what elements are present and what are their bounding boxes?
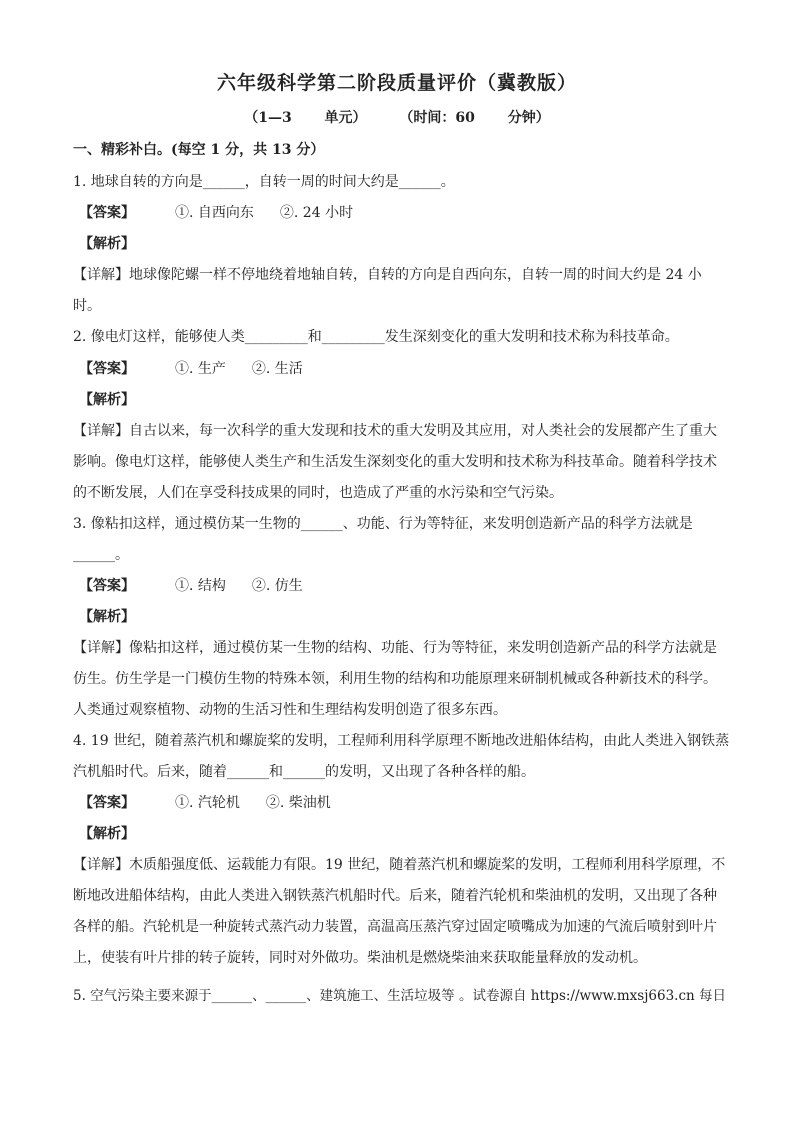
- detail-label: 【详解】: [73, 857, 129, 873]
- question-4-detail-line: 断地改进船体结构，由此人类进入钢铁蒸汽机船时代。后来，随着汽轮机和柴油机的发明，又出现了各种: [73, 888, 717, 904]
- question-1-detail-line: 【详解】地球像陀螺一样不停地绕着地轴自转，自转的方向是自西向东，自转一周的时间大约是 24 小: [73, 267, 702, 283]
- question-2-detail-line: 影响。像电灯这样，能够使人类生产和生活发生深刻变化的重大发明和技术称为科技革命。随着科学技术: [73, 454, 717, 470]
- answer-1: ①. 结构: [175, 578, 226, 594]
- detail-label: 【详解】: [73, 423, 129, 439]
- question-4-detail-line: 各样的船。汽轮机是一种旋转式蒸汽动力装置，高温高压蒸汽穿过固定喷嘴成为加速的气流后喷射到叶片: [73, 919, 717, 935]
- question-3-text: ______。: [73, 547, 129, 563]
- question-4-answer: [73, 793, 733, 813]
- analysis-label: 【解析】: [79, 609, 135, 625]
- question-4-detail-line: 【详解】木质船强度低、运载能力有限。19 世纪，随着蒸汽机和螺旋桨的发明，工程师利用科学原理，不: [73, 857, 726, 873]
- question-3-detail-line: 【详解】像粘扣这样，通过模仿某一生物的结构、功能、行为等特征，来发明创造新产品的科学方法就是: [73, 640, 717, 656]
- analysis-label: 【解析】: [79, 392, 135, 408]
- question-3-detail-line: 人类通过观察植物、动物的生活习性和生理结构发明创造了很多东西。: [73, 702, 507, 718]
- answer-1: ①. 汽轮机: [175, 795, 240, 811]
- answer-label: 【答案】: [79, 205, 135, 221]
- answer-2: ②. 柴油机: [265, 795, 331, 811]
- question-4-text: 汽机船时代。后来，随着______和______的发明，又出现了各种各样的船。: [73, 764, 535, 780]
- question-3-detail-line: 仿生。仿生学是一门模仿生物的特殊本领，利用生物的结构和功能原理来研制机械或各种新技术的科学。: [73, 671, 717, 687]
- answer-label: 【答案】: [79, 578, 135, 594]
- answer-1: ①. 生产: [175, 361, 226, 377]
- question-2-detail-line: 的不断发展，人们在享受科技成果的同时，也造成了严重的水污染和空气污染。: [73, 485, 563, 501]
- question-2-answer: [73, 359, 733, 379]
- question-4-text: 4. 19 世纪，随着蒸汽机和螺旋桨的发明，工程师利用科学原理不断地改进船体结构，由此人类进入钢铁蒸: [73, 733, 730, 749]
- question-1-text: 1. 地球自转的方向是______，自转一周的时间大约是______。: [73, 174, 455, 190]
- answer-2: ②. 生活: [251, 361, 303, 377]
- question-1-detail-line: 时。: [73, 298, 101, 314]
- question-2-text: 2. 像电灯这样，能够使人类_________和_________发生深刻变化的重大发明和技术称为科技革命。: [73, 329, 679, 345]
- answer-label: 【答案】: [79, 795, 135, 811]
- answer-2: ②. 仿生: [251, 578, 303, 594]
- question-3-answer: [73, 576, 733, 596]
- analysis-label: 【解析】: [79, 236, 135, 252]
- question-5-text: 5. 空气污染主要来源于______、______、建筑施工、生活垃圾等 。试卷源自 https://www.mxsj663.cn 每日: [73, 988, 727, 1004]
- question-1-analysis: [73, 234, 733, 254]
- question-2-detail-line: 【详解】自古以来，每一次科学的重大发现和技术的重大发明及其应用，对人类社会的发展都产生了重大: [73, 423, 717, 439]
- question-4-detail-line: 上，使装有叶片排的转子旋转，同时对外做功。柴油机是燃烧柴油来获取能量释放的发动机。: [73, 950, 647, 966]
- section-heading: 一、精彩补白。(每空 1 分，共 13 分）: [73, 142, 325, 158]
- question-1-answer: [73, 203, 733, 223]
- answer-2: ②. 24 小时: [279, 205, 354, 221]
- page-subtitle: （1—3 单元） （时间：60 分钟）: [244, 110, 550, 126]
- detail-label: 【详解】: [73, 267, 129, 283]
- answer-1: ①. 自西向东: [175, 205, 254, 221]
- question-3-analysis: [73, 607, 733, 627]
- answer-label: 【答案】: [79, 361, 135, 377]
- page-title: 六年级科学第二阶段质量评价（冀教版）: [216, 72, 577, 94]
- analysis-label: 【解析】: [79, 826, 135, 842]
- question-4-analysis: [73, 824, 733, 844]
- detail-label: 【详解】: [73, 640, 129, 656]
- question-3-text: 3. 像粘扣这样，通过模仿某一生物的______、功能、行为等特征，来发明创造新产品的科学方法就是: [73, 516, 693, 532]
- question-2-analysis: [73, 390, 733, 410]
